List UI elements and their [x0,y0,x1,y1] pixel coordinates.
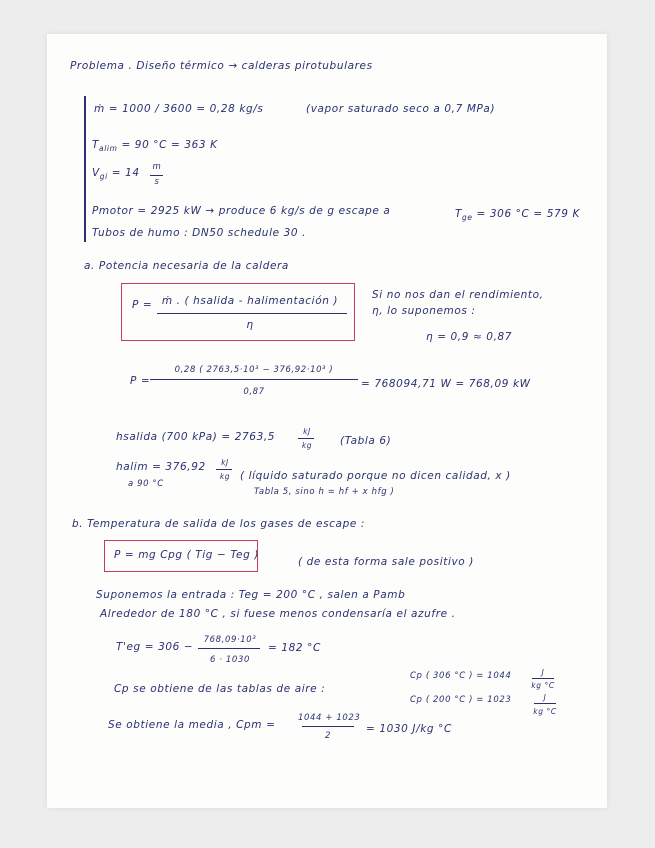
cp-306-unit-den: kg °C [531,681,555,690]
cp-200-unit-den: kg °C [533,707,557,716]
cp-media-denominator: 2 [324,731,331,741]
cp-media-bar [302,726,354,727]
t-ge-line [455,209,580,222]
cp-media-lhs: Se obtiene la media , Cpm = [108,719,276,731]
power-formula-denominator: η [246,319,254,331]
mass-flow-note: (vapor saturado seco a 0,7 MPa) [306,103,496,115]
power-formula-bar [157,313,347,314]
h-alim-unit-bar [216,469,232,470]
v-gi-unit-num: m [152,162,162,172]
teg-calc-lhs: T'eg = 306 − [116,641,194,653]
problem-heading: Problema . Diseño térmico → calderas pirotubulares [70,60,373,72]
t-ge-sub: ge [462,213,473,223]
part-a-title: a. Potencia necesaria de la caldera [84,260,289,272]
efficiency-value: η = 0,9 ≈ 0,87 [426,331,513,343]
part-b-title: b. Temperatura de salida de los gases de escape : [72,518,365,530]
cp-200-unit-bar [534,703,556,704]
h-salida-unit-num: kJ [303,427,311,436]
power-calc-lhs: P = [130,375,151,387]
pmotor-line: Pmotor = 2925 kW → produce 6 kg/s de g escape a [92,205,391,217]
power-calc-result: = 768094,71 W = 768,09 kW [361,378,531,390]
mass-flow-line: ṁ = 1000 / 3600 = 0,28 kg/s [94,103,264,115]
teg-calc-numerator: 768,09·10³ [203,635,257,645]
h-alim-note-2: Tabla 5, sino h = hf + x hfg ) [254,487,395,497]
h-alim-line: halim = 376,92 [116,461,206,473]
t-alim-sub: alim [99,144,118,154]
h-alim-unit-num: kJ [221,458,229,467]
v-gi-line [92,168,140,181]
t-alim-line [92,140,218,153]
v-gi-symbol: V [92,167,100,179]
given-bracket [84,96,86,242]
teg-calc-denominator: 6 · 1030 [210,655,250,665]
v-gi-unit-den: s [154,177,160,187]
h-salida-unit-bar [298,438,314,439]
power-calc-numerator: 0,28 ( 2763,5·10³ − 376,92·10³ ) [174,365,334,375]
exhaust-formula-note: ( de esta forma sale positivo ) [298,556,474,568]
cp-media-result: = 1030 J/kg °C [366,723,452,735]
h-salida-line: hsalida (700 kPa) = 2763,5 [116,431,276,443]
cp-306-unit-num: J [541,668,545,677]
cp-200-unit-num: J [543,693,547,702]
power-formula-numerator: ṁ . ( hsalida - halimentación ) [161,295,339,307]
h-alim-sub: a 90 °C [128,479,164,489]
cp-306-line: Cp ( 306 °C ) = 1044 [410,671,512,681]
h-salida-ref: (Tabla 6) [340,435,392,447]
cp-media-numerator: 1044 + 1023 [298,713,361,723]
power-formula-lhs: P = [132,299,153,311]
power-formula-box [121,283,355,341]
v-gi-unit-bar [150,175,163,176]
cp-306-unit-bar [532,678,554,679]
efficiency-note-1: Si no nos dan el rendimiento, [372,289,544,301]
t-ge-symbol: T [455,208,463,220]
v-gi-sub: gi [99,172,108,182]
cp-200-line: Cp ( 200 °C ) = 1023 [410,695,512,705]
t-alim-symbol: T [92,139,100,151]
assume-line-2: Alrededor de 180 °C , si fuese menos condensaría el azufre . [100,608,456,620]
teg-calc-result: = 182 °C [268,642,321,654]
h-alim-note: ( líquido saturado porque no dicen calidad, x ) [240,470,511,482]
h-alim-unit-den: kg [219,472,231,481]
tubos-line: Tubos de humo : DN50 schedule 30 . [92,227,307,239]
teg-calc-bar [198,648,260,649]
cp-source-text: Cp se obtiene de las tablas de aire : [114,683,326,695]
v-gi-value: = 14 [111,167,140,179]
power-calc-bar [150,379,358,380]
power-calc-denominator: 0,87 [243,387,265,397]
h-salida-unit-den: kg [301,441,313,450]
exhaust-formula: P = mg Cpg ( Tig − Teg ) [114,549,260,561]
t-ge-value: = 306 °C = 579 K [476,208,580,220]
assume-line-1: Suponemos la entrada : Teg = 200 °C , salen a Pamb [96,589,406,601]
t-alim-value: = 90 °C = 363 K [121,139,218,151]
efficiency-note-2: η, lo suponemos : [372,305,476,317]
